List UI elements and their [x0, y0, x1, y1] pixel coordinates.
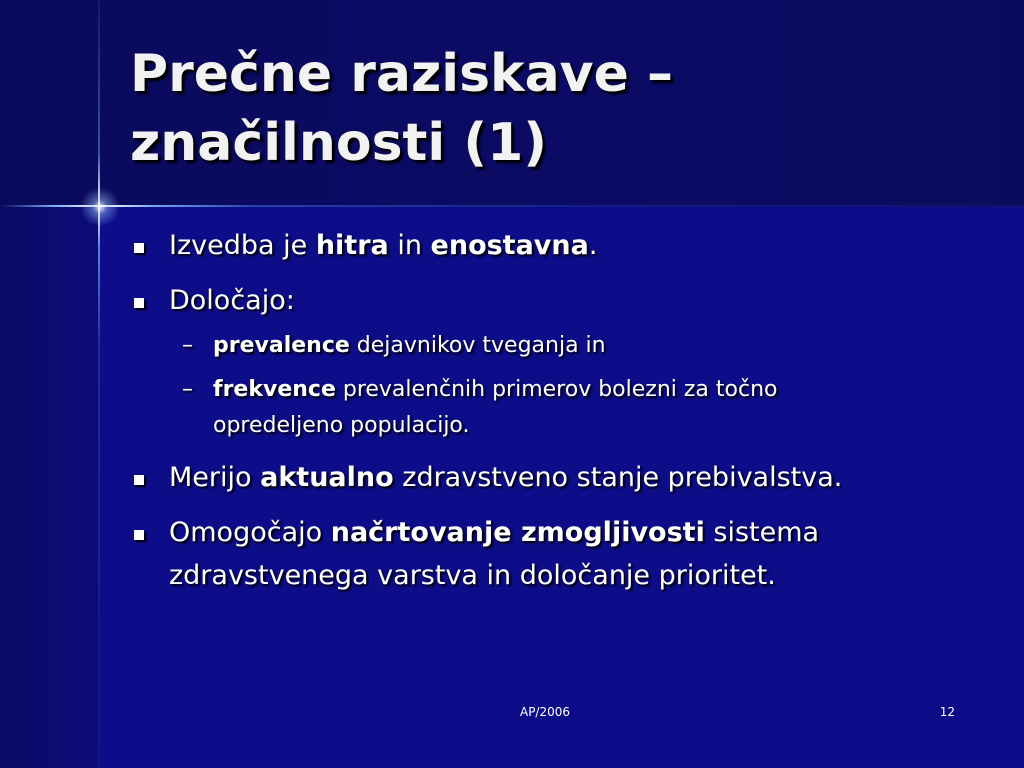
bullet-1-text-3: .	[588, 230, 598, 261]
vertical-accent-line	[98, 0, 100, 768]
bullet-4-text: Omogočajo	[169, 517, 331, 548]
bullet-item-3	[130, 456, 990, 499]
horizontal-accent-line	[0, 205, 1024, 207]
bullet-4-bold: načrtovanje zmogljivosti	[330, 517, 705, 548]
bullet-item-4	[130, 511, 909, 597]
slide-body	[130, 224, 990, 609]
footer-label: AP/2006	[519, 705, 571, 719]
bullet-3-text: Merijo	[169, 462, 261, 493]
sub-item-1-bold: prevalence	[213, 333, 350, 358]
square-bullet-icon	[134, 475, 144, 485]
slide-title-line-1: Prečne raziskave –	[130, 44, 673, 104]
bullet-4-text-2: sistema zdravstvenega varstva in določanje prioritet.	[169, 517, 820, 591]
sub-item-2-text: prevalenčnih primerov bolezni za točno opredeljeno populacijo.	[213, 377, 778, 438]
sub-item-1-text: dejavnikov tveganja in	[349, 333, 606, 358]
square-bullet-icon	[134, 530, 144, 540]
sub-item-2	[130, 372, 913, 444]
bullet-1-bold-hitra: hitra	[315, 230, 389, 261]
bullet-item-2	[130, 279, 990, 322]
bullet-3-bold: aktualno	[260, 462, 394, 493]
sparkle-glow	[80, 187, 120, 227]
dash-bullet-icon: –	[182, 333, 193, 358]
square-bullet-icon	[134, 243, 144, 253]
bullet-1-text: Izvedba je	[169, 230, 316, 261]
sub-list	[130, 328, 990, 444]
slide-number: 12	[939, 705, 955, 719]
bullet-2-text: Določajo:	[169, 285, 295, 316]
bullet-1-bold-enostavna: enostavna	[430, 230, 589, 261]
bullet-1-text-2: in	[388, 230, 431, 261]
square-bullet-icon	[134, 298, 144, 308]
bullet-item-1	[130, 224, 990, 267]
sub-item-2-bold: frekvence	[213, 377, 336, 402]
sub-item-1	[130, 328, 990, 364]
slide-title	[130, 40, 990, 177]
bullet-3-text-2: zdravstveno stanje prebivalstva.	[393, 462, 843, 493]
dash-bullet-icon: –	[182, 377, 193, 402]
slide-title-line-2: značilnosti (1)	[130, 112, 548, 173]
left-strip	[0, 207, 99, 768]
